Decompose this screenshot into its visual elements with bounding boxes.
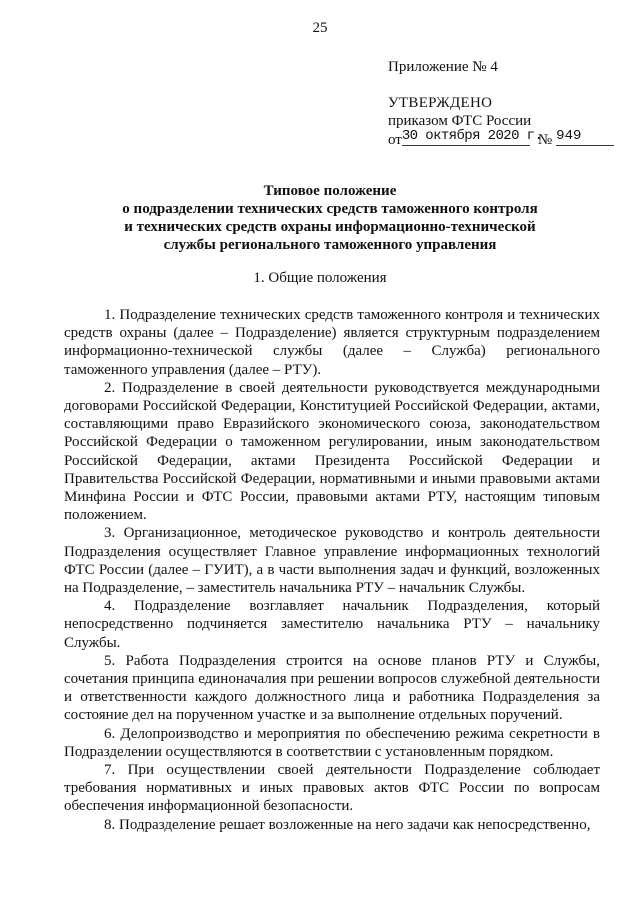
- date-prefix: от: [388, 132, 402, 148]
- paragraph-4: 4. Подразделение возглавляет начальник Подразделения, который непосредственно подчиняется заместителю начальника РТУ – начальнику Службы.: [64, 598, 600, 651]
- title-line-2: о подразделении технических средств таможенного контроля: [122, 201, 538, 217]
- paragraph-7: 7. При осуществлении своей деятельности Подразделение соблюдает требования нормативных и иных правовых актов ФТС России по вопросам обеспечения информационной безопасности.: [64, 762, 600, 815]
- title-line-1: Типовое положение: [263, 183, 397, 199]
- order-date-number-line: [388, 130, 614, 149]
- paragraph-8: 8. Подразделение решает возложенные на него задачи как непосредственно,: [104, 816, 591, 833]
- order-date: 30 октября 2020 г.: [401, 128, 543, 144]
- paragraph-5: 5. Работа Подразделения строится на основе планов РТУ и Службы, сочетания принципа единоначалия при решении вопросов служебной деятельности и ответственности каждого должностного лица и работника Подразделения за состояние дел на порученном участке и за выполнение отдельных поручений.: [64, 652, 600, 724]
- title-line-3: и технических средств охраны информационно-технической: [124, 219, 536, 235]
- paragraph-1: 1. Подразделение технических средств таможенного контроля и технических средств охраны (далее – Подразделение) является структурным подразделением информационно-технической службы (далее – Служба) регионального таможенного управления (далее – РТУ).: [64, 307, 600, 378]
- body-text: [64, 306, 600, 834]
- approved-label: УТВЕРЖДЕНО: [388, 95, 493, 111]
- order-number: 949: [556, 127, 614, 146]
- number-sign: №: [537, 132, 553, 148]
- paragraph-6: 6. Делопроизводство и мероприятия по обеспечению режима секретности в Подразделении осуществляются в соответствии с установленным порядком.: [64, 725, 600, 760]
- paragraph-2: 2. Подразделение в своей деятельности руководствуется международными договорами Российской Федерации, Конституцией Российской Федерации, актами, составляющими право Евразийского экономического союза, законодательством Российской Федерации о таможенном регулировании, иным законодательством Российской Федерации, актами Президента Российской Федерации и Правительства Российской Федерации, нормативными и иными правовыми актами Минфина России и ФТС России, правовыми актами РТУ, настоящим типовым положением.: [64, 379, 600, 524]
- document-title: [90, 182, 570, 254]
- order-label: приказом ФТС России: [388, 113, 532, 129]
- paragraph-3: 3. Организационное, методическое руководство и контроль деятельности Подразделения осуществляет Главное управление информационных технологий ФТС России (далее – ГУИТ), а в части выполнения задач и функций, возложенных на Подразделение, – заместитель начальника РТУ – начальник Службы.: [64, 525, 600, 597]
- section-heading: 1. Общие положения: [253, 270, 387, 286]
- page-number: 25: [312, 20, 328, 36]
- title-line-4: службы регионального таможенного управления: [163, 237, 497, 253]
- approval-block: [388, 58, 614, 149]
- annex-label: Приложение № 4: [388, 59, 498, 75]
